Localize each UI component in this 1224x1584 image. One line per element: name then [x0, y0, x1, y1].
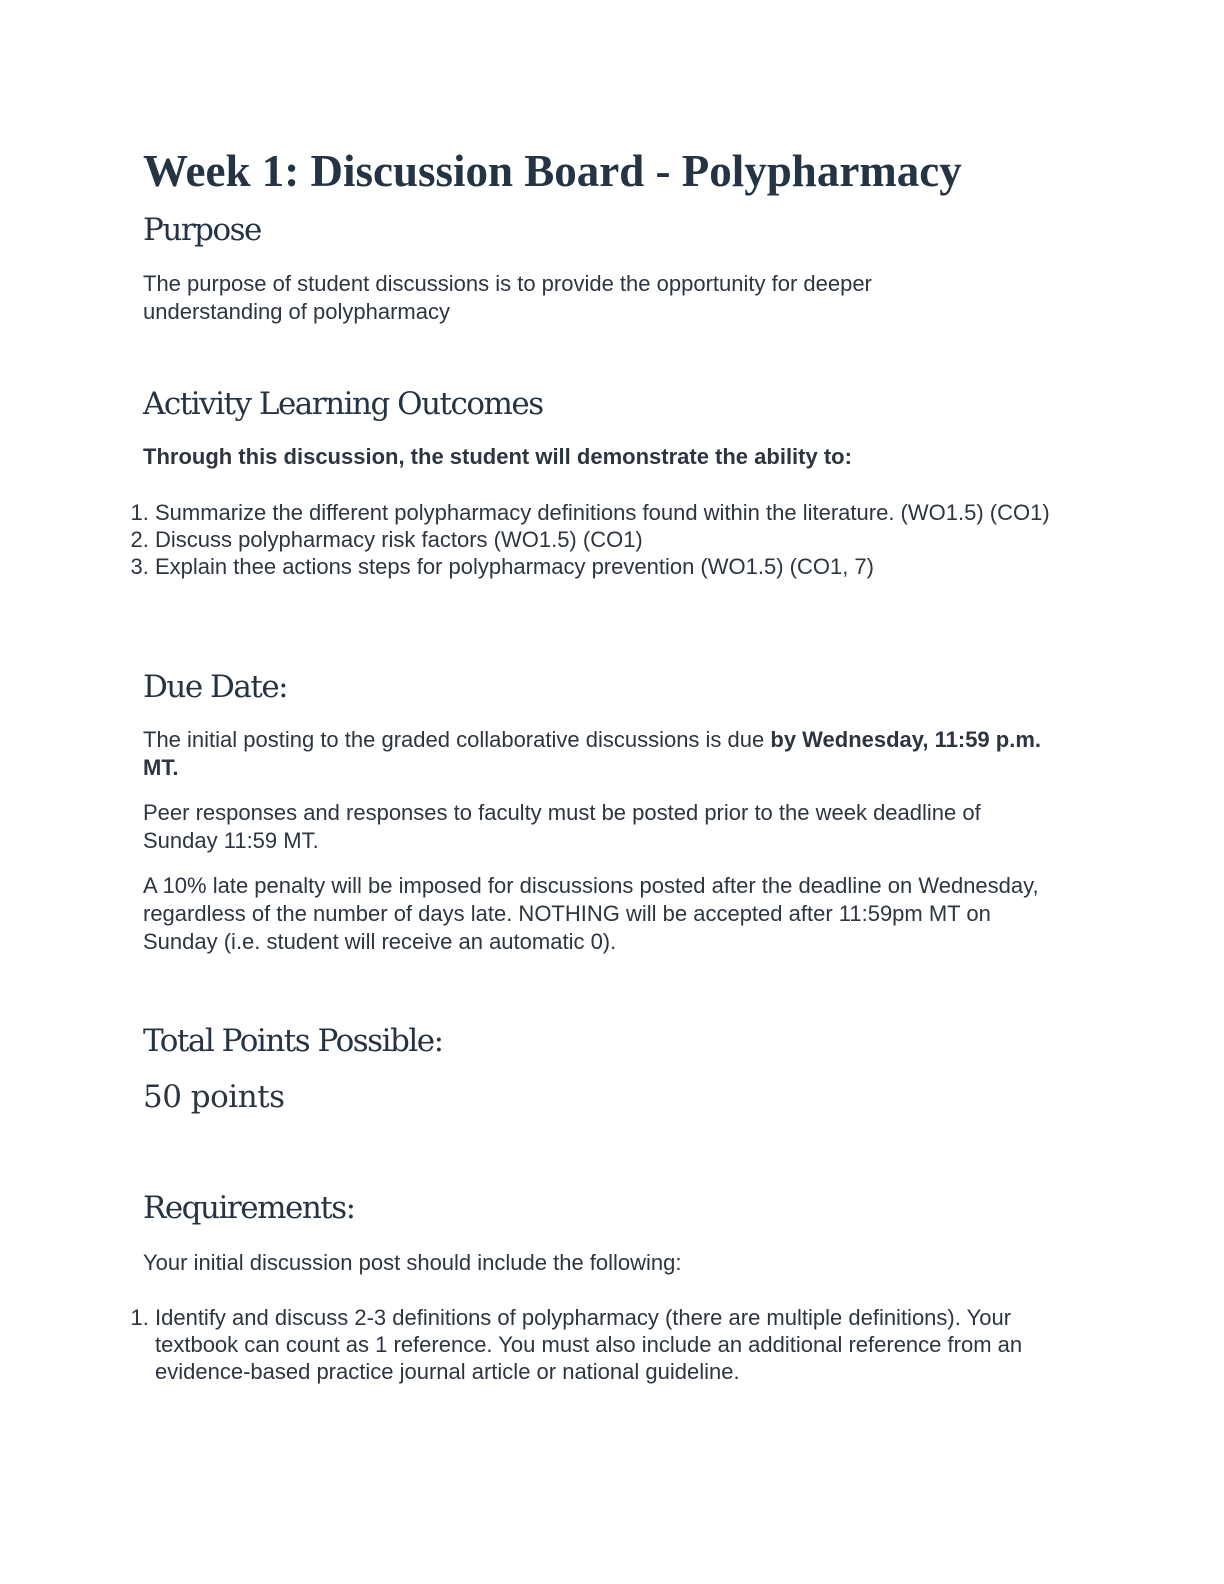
list-item: 1. Summarize the different polypharmacy definitions found within the literature. (WO1.5) (CO1) — [155, 499, 1085, 526]
due-date-initial-post — [143, 726, 1058, 782]
outcomes-list — [119, 499, 1085, 580]
due-date-initial-text: The initial posting to the graded collaborative discussions is due — [143, 727, 771, 752]
outcomes-intro: Through this discussion, the student will demonstrate the ability to: — [143, 444, 852, 469]
points-value: 50 points — [143, 1079, 285, 1115]
requirements-intro: Your initial discussion post should include the following: — [143, 1250, 682, 1275]
list-item: 3. Explain thee actions steps for polypharmacy prevention (WO1.5) (CO1, 7) — [155, 553, 1085, 580]
due-date-deadline: by Wednesday, 11:59 p.m. MT. — [143, 727, 1042, 780]
purpose-text: The purpose of student discussions is to provide the opportunity for deeper understanding of polypharmacy — [143, 271, 872, 324]
outcomes-heading: Activity Learning Outcomes — [143, 386, 543, 422]
page-title: Week 1: Discussion Board - Polypharmacy — [143, 146, 962, 196]
due-date-late-penalty: A 10% late penalty will be imposed for discussions posted after the deadline on Wednesday, regardless of the number of days late. NOTHING will be accepted after 11:59pm MT on Sunday (i.e. student will receive an automatic 0). — [143, 873, 1039, 954]
purpose-heading: Purpose — [143, 212, 261, 248]
requirements-list — [119, 1304, 1025, 1385]
due-date-heading: Due Date: — [143, 669, 288, 705]
due-date-peer-responses: Peer responses and responses to faculty must be posted prior to the week deadline of Sunday 11:59 MT. — [143, 800, 981, 853]
requirements-heading: Requirements: — [143, 1190, 355, 1226]
list-item: 1. Identify and discuss 2-3 definitions of polypharmacy (there are multiple definitions). Your textbook can count as 1 reference. You must also include an additional reference from an evidence-based practice journal article or national guideline. — [155, 1304, 1025, 1385]
list-item: 2. Discuss polypharmacy risk factors (WO1.5) (CO1) — [155, 526, 1085, 553]
points-heading: Total Points Possible: — [143, 1023, 443, 1059]
